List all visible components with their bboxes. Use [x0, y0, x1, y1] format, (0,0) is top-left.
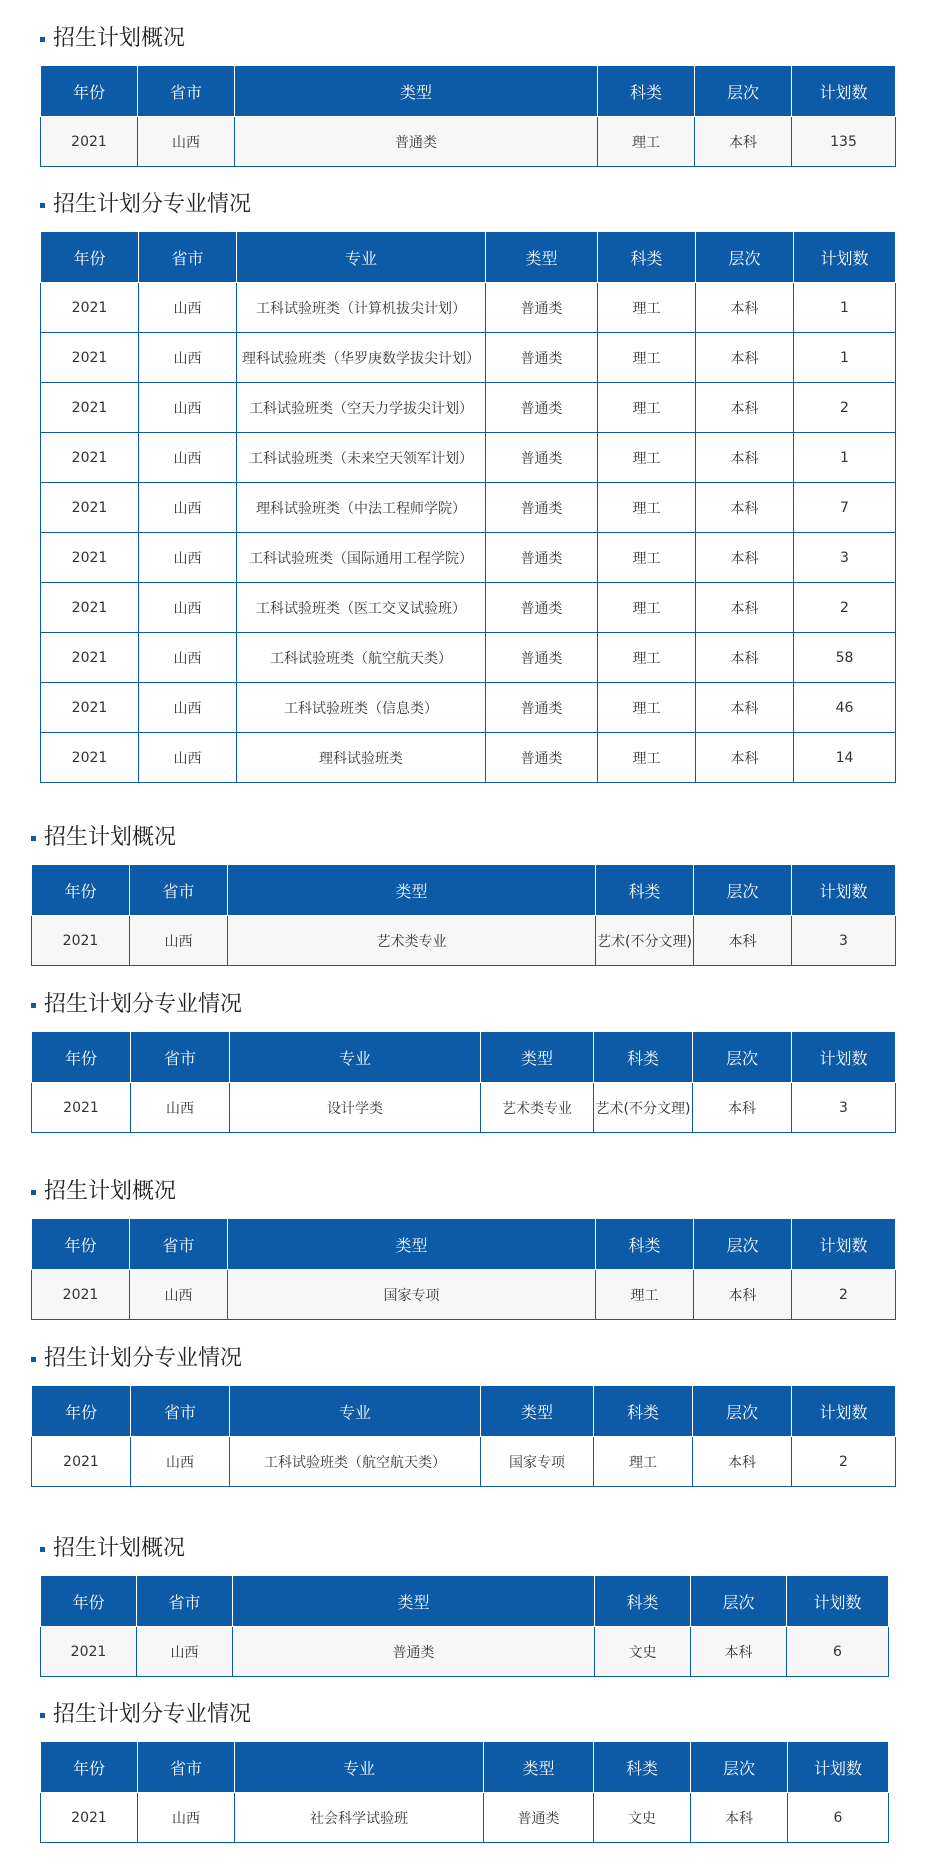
table-header-row: [32, 1219, 896, 1270]
cell-province: 山西: [139, 583, 237, 633]
cell-quota: 135: [792, 117, 896, 167]
col-type: 类型: [481, 1386, 594, 1437]
cell-level: 本科: [696, 533, 794, 583]
cell-type: 普通类: [486, 733, 598, 783]
cell-province: 山西: [139, 283, 237, 333]
col-subject: 科类: [594, 1386, 693, 1437]
cell-subject: 理工: [594, 1437, 693, 1487]
table-row: [41, 733, 896, 783]
section-overview-4: [40, 1534, 888, 1677]
cell-subject: 理工: [598, 483, 696, 533]
cell-quota: 7: [794, 483, 896, 533]
cell-level: 本科: [693, 1437, 792, 1487]
cell-major: 工科试验班类（未来空天领军计划）: [237, 433, 486, 483]
cell-subject: 理工: [598, 683, 696, 733]
cell-province: 山西: [139, 533, 237, 583]
cell-province: 山西: [139, 483, 237, 533]
col-major: 专业: [237, 232, 486, 283]
cell-level: 本科: [696, 583, 794, 633]
section-heading: [40, 1700, 888, 1730]
col-level: 层次: [695, 66, 792, 117]
cell-province: 山西: [138, 117, 235, 167]
cell-province: 山西: [139, 733, 237, 783]
section-overview-2: [31, 823, 895, 966]
table-row: [41, 533, 896, 583]
cell-level: 本科: [696, 683, 794, 733]
cell-level: 本科: [694, 916, 792, 966]
col-quota: 计划数: [792, 1032, 896, 1083]
cell-type: 普通类: [486, 333, 598, 383]
cell-major: 理科试验班类（华罗庚数学拔尖计划）: [237, 333, 486, 383]
col-year: 年份: [41, 232, 139, 283]
cell-major: 社会科学试验班: [235, 1793, 484, 1843]
cell-quota: 2: [792, 1437, 896, 1487]
cell-year: 2021: [41, 383, 139, 433]
cell-type: 普通类: [486, 533, 598, 583]
cell-year: 2021: [32, 1270, 130, 1320]
col-year: 年份: [41, 66, 138, 117]
col-level: 层次: [693, 1386, 792, 1437]
col-quota: 计划数: [794, 232, 896, 283]
cell-level: 本科: [695, 117, 792, 167]
cell-year: 2021: [41, 1627, 137, 1677]
section-heading: [31, 1177, 895, 1207]
col-subject: 科类: [595, 1576, 691, 1627]
section-overview-1: [40, 24, 895, 167]
col-province: 省市: [138, 66, 235, 117]
cell-type: 普通类: [484, 1793, 594, 1843]
cell-quota: 58: [794, 633, 896, 683]
cell-major: 工科试验班类（医工交叉试验班）: [237, 583, 486, 633]
section-heading: [40, 1534, 888, 1564]
cell-type: 国家专项: [228, 1270, 596, 1320]
cell-subject: 理工: [598, 633, 696, 683]
cell-year: 2021: [41, 633, 139, 683]
cell-quota: 2: [794, 583, 896, 633]
cell-province: 山西: [139, 433, 237, 483]
cell-type: 普通类: [233, 1627, 595, 1677]
section-title: 招生计划概况: [44, 1179, 177, 1204]
cell-year: 2021: [41, 583, 139, 633]
col-year: 年份: [41, 1576, 137, 1627]
cell-type: 国家专项: [481, 1437, 594, 1487]
cell-subject: 理工: [598, 383, 696, 433]
cell-year: 2021: [32, 916, 130, 966]
table-row: [41, 383, 896, 433]
cell-type: 普通类: [235, 117, 598, 167]
cell-quota: 46: [794, 683, 896, 733]
col-type: 类型: [228, 865, 596, 916]
cell-province: 山西: [139, 683, 237, 733]
cell-year: 2021: [41, 483, 139, 533]
cell-year: 2021: [41, 533, 139, 583]
col-province: 省市: [138, 1742, 235, 1793]
col-quota: 计划数: [792, 865, 896, 916]
section-majors-1: [40, 190, 895, 783]
col-major: 专业: [235, 1742, 484, 1793]
cell-subject: 艺术(不分文理): [596, 916, 694, 966]
cell-quota: 2: [792, 1270, 896, 1320]
cell-year: 2021: [41, 283, 139, 333]
col-major: 专业: [230, 1032, 481, 1083]
table-header-row: [41, 232, 896, 283]
table-row: [32, 916, 896, 966]
col-quota: 计划数: [792, 1386, 896, 1437]
cell-type: 普通类: [486, 583, 598, 633]
cell-subject: 文史: [595, 1627, 691, 1677]
section-title: 招生计划分专业情况: [53, 1702, 252, 1727]
cell-year: 2021: [32, 1437, 131, 1487]
cell-type: 普通类: [486, 433, 598, 483]
square-bullet-icon: [31, 1190, 36, 1195]
cell-type: 艺术类专业: [228, 916, 596, 966]
cell-quota: 6: [788, 1793, 889, 1843]
col-province: 省市: [130, 1219, 228, 1270]
cell-province: 山西: [131, 1083, 230, 1133]
cell-type: 普通类: [486, 383, 598, 433]
square-bullet-icon: [31, 1357, 36, 1362]
cell-subject: 理工: [598, 333, 696, 383]
col-level: 层次: [693, 1032, 792, 1083]
cell-quota: 6: [787, 1627, 889, 1677]
cell-major: 工科试验班类（航空航天类）: [230, 1437, 481, 1487]
cell-quota: 3: [792, 916, 896, 966]
cell-major: 理科试验班类: [237, 733, 486, 783]
cell-level: 本科: [691, 1793, 788, 1843]
cell-quota: 3: [792, 1083, 896, 1133]
table-row: [41, 483, 896, 533]
section-majors-4: [40, 1700, 888, 1843]
col-year: 年份: [32, 1386, 131, 1437]
square-bullet-icon: [40, 1713, 45, 1718]
majors-table: [40, 231, 896, 783]
col-type: 类型: [481, 1032, 594, 1083]
cell-province: 山西: [130, 916, 228, 966]
overview-table: [40, 1575, 889, 1677]
section-majors-3: [31, 1344, 895, 1487]
cell-major: 工科试验班类（航空航天类）: [237, 633, 486, 683]
col-year: 年份: [32, 865, 130, 916]
cell-subject: 理工: [598, 733, 696, 783]
cell-level: 本科: [696, 383, 794, 433]
cell-major: 工科试验班类（计算机拔尖计划）: [237, 283, 486, 333]
square-bullet-icon: [40, 1547, 45, 1552]
cell-quota: 1: [794, 433, 896, 483]
cell-type: 普通类: [486, 283, 598, 333]
section-heading: [40, 190, 895, 220]
col-type: 类型: [228, 1219, 596, 1270]
cell-level: 本科: [696, 333, 794, 383]
col-subject: 科类: [596, 1219, 694, 1270]
cell-level: 本科: [696, 733, 794, 783]
section-heading: [31, 823, 895, 853]
cell-province: 山西: [130, 1270, 228, 1320]
table-header-row: [32, 1386, 896, 1437]
col-quota: 计划数: [788, 1742, 889, 1793]
col-year: 年份: [32, 1032, 131, 1083]
col-type: 类型: [233, 1576, 595, 1627]
cell-type: 普通类: [486, 483, 598, 533]
col-province: 省市: [131, 1386, 230, 1437]
cell-quota: 1: [794, 283, 896, 333]
cell-quota: 14: [794, 733, 896, 783]
section-title: 招生计划分专业情况: [44, 1346, 243, 1371]
cell-subject: 理工: [598, 533, 696, 583]
cell-level: 本科: [696, 283, 794, 333]
cell-type: 普通类: [486, 633, 598, 683]
cell-type: 艺术类专业: [481, 1083, 594, 1133]
table-header-row: [32, 1032, 896, 1083]
col-subject: 科类: [598, 232, 696, 283]
col-quota: 计划数: [792, 1219, 896, 1270]
majors-table: [40, 1741, 889, 1843]
square-bullet-icon: [40, 203, 45, 208]
col-subject: 科类: [594, 1742, 691, 1793]
col-subject: 科类: [598, 66, 695, 117]
section-overview-3: [31, 1177, 895, 1320]
col-province: 省市: [130, 865, 228, 916]
cell-year: 2021: [32, 1083, 131, 1133]
table-row: [32, 1270, 896, 1320]
table-row: [41, 333, 896, 383]
cell-level: 本科: [696, 633, 794, 683]
section-title: 招生计划概况: [44, 825, 177, 850]
table-row: [41, 433, 896, 483]
cell-province: 山西: [139, 383, 237, 433]
cell-major: 设计学类: [230, 1083, 481, 1133]
overview-table: [40, 65, 896, 167]
cell-province: 山西: [137, 1627, 233, 1677]
cell-province: 山西: [139, 633, 237, 683]
cell-year: 2021: [41, 333, 139, 383]
section-heading: [31, 1344, 895, 1374]
col-level: 层次: [694, 1219, 792, 1270]
col-quota: 计划数: [792, 66, 896, 117]
cell-subject: 理工: [598, 283, 696, 333]
table-header-row: [41, 66, 896, 117]
cell-subject: 理工: [598, 117, 695, 167]
col-subject: 科类: [594, 1032, 693, 1083]
col-type: 类型: [486, 232, 598, 283]
section-title: 招生计划概况: [53, 26, 186, 51]
cell-subject: 文史: [594, 1793, 691, 1843]
col-level: 层次: [691, 1742, 788, 1793]
col-major: 专业: [230, 1386, 481, 1437]
col-quota: 计划数: [787, 1576, 889, 1627]
overview-table: [31, 864, 896, 966]
cell-year: 2021: [41, 117, 138, 167]
col-province: 省市: [137, 1576, 233, 1627]
col-type: 类型: [235, 66, 598, 117]
majors-table: [31, 1385, 896, 1487]
cell-year: 2021: [41, 733, 139, 783]
cell-level: 本科: [693, 1083, 792, 1133]
cell-year: 2021: [41, 683, 139, 733]
overview-table: [31, 1218, 896, 1320]
table-row: [41, 1793, 889, 1843]
col-year: 年份: [32, 1219, 130, 1270]
cell-quota: 3: [794, 533, 896, 583]
cell-year: 2021: [41, 1793, 138, 1843]
col-level: 层次: [691, 1576, 787, 1627]
cell-major: 理科试验班类（中法工程师学院）: [237, 483, 486, 533]
table-row: [41, 633, 896, 683]
section-title: 招生计划分专业情况: [44, 992, 243, 1017]
cell-type: 普通类: [486, 683, 598, 733]
square-bullet-icon: [31, 1003, 36, 1008]
section-title: 招生计划分专业情况: [53, 192, 252, 217]
section-heading: [31, 990, 895, 1020]
cell-province: 山西: [139, 333, 237, 383]
table-header-row: [32, 865, 896, 916]
col-year: 年份: [41, 1742, 138, 1793]
square-bullet-icon: [31, 836, 36, 841]
table-header-row: [41, 1576, 889, 1627]
col-type: 类型: [484, 1742, 594, 1793]
cell-subject: 理工: [596, 1270, 694, 1320]
col-level: 层次: [696, 232, 794, 283]
table-row: [41, 1627, 889, 1677]
table-row: [41, 283, 896, 333]
cell-major: 工科试验班类（信息类）: [237, 683, 486, 733]
table-row: [41, 117, 896, 167]
table-header-row: [41, 1742, 889, 1793]
table-row: [32, 1083, 896, 1133]
col-province: 省市: [131, 1032, 230, 1083]
cell-year: 2021: [41, 433, 139, 483]
cell-subject: 艺术(不分文理): [594, 1083, 693, 1133]
cell-province: 山西: [138, 1793, 235, 1843]
cell-quota: 2: [794, 383, 896, 433]
majors-table: [31, 1031, 896, 1133]
table-row: [32, 1437, 896, 1487]
table-row: [41, 583, 896, 633]
cell-level: 本科: [696, 433, 794, 483]
cell-subject: 理工: [598, 583, 696, 633]
section-majors-2: [31, 990, 895, 1133]
cell-subject: 理工: [598, 433, 696, 483]
section-title: 招生计划概况: [53, 1536, 186, 1561]
square-bullet-icon: [40, 37, 45, 42]
cell-quota: 1: [794, 333, 896, 383]
table-row: [41, 683, 896, 733]
col-province: 省市: [139, 232, 237, 283]
cell-province: 山西: [131, 1437, 230, 1487]
cell-major: 工科试验班类（空天力学拔尖计划）: [237, 383, 486, 433]
col-level: 层次: [694, 865, 792, 916]
cell-level: 本科: [696, 483, 794, 533]
col-subject: 科类: [596, 865, 694, 916]
cell-level: 本科: [694, 1270, 792, 1320]
cell-level: 本科: [691, 1627, 787, 1677]
cell-major: 工科试验班类（国际通用工程学院）: [237, 533, 486, 583]
section-heading: [40, 24, 895, 54]
